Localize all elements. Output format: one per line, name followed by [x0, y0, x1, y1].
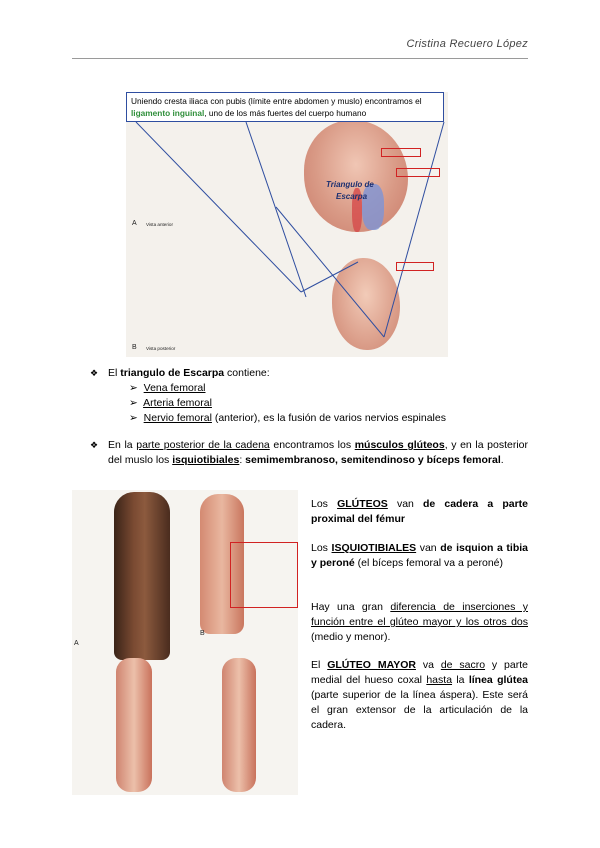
author-name: Cristina Recuero López [406, 38, 528, 50]
text: El [108, 367, 121, 379]
text: En la [108, 439, 137, 451]
paragraph-isquiotibiales [311, 541, 528, 571]
paragraph-gluteos [311, 497, 528, 527]
callout-text-1: Uniendo cresta iliaca con pubis (límite entre abdomen y muslo) encontramos el [131, 96, 422, 106]
text: (el bíceps femoral va a peroné) [354, 557, 504, 569]
triangle-label-1: Triangulo de [326, 180, 374, 189]
label-highlight-box-2 [396, 168, 440, 177]
sub-item-vena: ➢ Vena femoral [129, 382, 206, 394]
bullet-posterior-chain [108, 438, 528, 468]
text: van [387, 498, 423, 510]
panel-a-letter: A [132, 220, 137, 227]
paragraph-inserciones [311, 600, 528, 645]
bold-text: semimembranoso, semitendinoso y bíceps femoral [245, 454, 501, 466]
text: va [415, 659, 441, 671]
dissection-drawing-d [222, 658, 256, 792]
callout-highlight: ligamento inguinal [131, 108, 205, 118]
text: parte posterior de la cadena [136, 439, 270, 451]
bullet-diamond-1: ❖ [90, 368, 99, 378]
panel-b-letter: B [132, 344, 137, 351]
fig2-panel-a: A [74, 640, 79, 647]
inguinal-anatomy-figure [126, 92, 448, 357]
text: (medio y menor). [311, 631, 391, 643]
triangle-label-2: Escarpa [336, 192, 368, 201]
bold-text: de isquion a tibia y peroné [311, 542, 529, 569]
bold-text: de cadera a parte proximal del fémur [311, 498, 528, 525]
bold-text: triangulo de Escarpa [120, 367, 225, 379]
dissection-drawing-c [116, 658, 152, 792]
fig2-panel-b: B [200, 630, 205, 637]
label-highlight-box-3 [396, 262, 434, 271]
text: de sacro [440, 659, 486, 671]
bold-text: GLÚTEOS [337, 498, 388, 510]
text: (parte superior de la línea áspera). Este será el gran extensor de la articulación de la cadera. [311, 689, 528, 731]
callout-connector-lines [126, 92, 448, 357]
label-highlight-box-1 [381, 148, 421, 157]
bullet-diamond-2: ❖ [90, 440, 99, 450]
bold-text: línea glútea [468, 674, 529, 686]
hamstring-highlight-box [230, 542, 298, 608]
text: y parte medial del hueso coxal [311, 659, 528, 686]
text: Los [311, 542, 332, 554]
panel-a-caption: Vista anterior [146, 222, 173, 227]
text: contiene: [224, 367, 270, 379]
text: : [239, 454, 246, 466]
bold-text: ISQUIOTIBIALES [331, 542, 417, 554]
text: Los [311, 498, 338, 510]
sub-item-nervio: ➢ Nervio femoral (anterior), es la fusión de varios nervios espinales [129, 412, 446, 424]
bullet-escarpa [108, 366, 270, 381]
text: , y en la posterior del muslo los [108, 439, 528, 466]
text: Hay una gran [311, 601, 391, 613]
text: diferencia de inserciones y función entre el glúteo mayor y los otros dos [311, 601, 528, 628]
text: hasta [426, 674, 453, 686]
paragraph-gluteo-mayor [311, 658, 528, 733]
text: Nervio femoral [143, 412, 212, 424]
thigh-photo [114, 492, 170, 660]
panel-b-caption: Vista posterior [146, 346, 176, 351]
posterior-thigh-figure [72, 490, 298, 795]
text: encontramos los [269, 439, 355, 451]
bold-text: isquiotibiales [172, 454, 240, 466]
text: El [311, 659, 328, 671]
bold-text: músculos glúteos [354, 439, 445, 451]
ligament-callout [126, 92, 444, 122]
header-divider [72, 58, 528, 59]
text: . [500, 454, 504, 466]
bold-text: GLÚTEO MAYOR [327, 659, 416, 671]
sub-item-arteria: ➢ Arteria femoral [129, 397, 212, 409]
text: Vena femoral [143, 382, 206, 394]
callout-text-2: , uno de los más fuertes del cuerpo humano [204, 108, 367, 118]
text: (anterior), es la fusión de varios nervios espinales [211, 412, 446, 424]
text: la [452, 674, 469, 686]
text: van [416, 542, 441, 554]
text: Arteria femoral [143, 397, 212, 409]
